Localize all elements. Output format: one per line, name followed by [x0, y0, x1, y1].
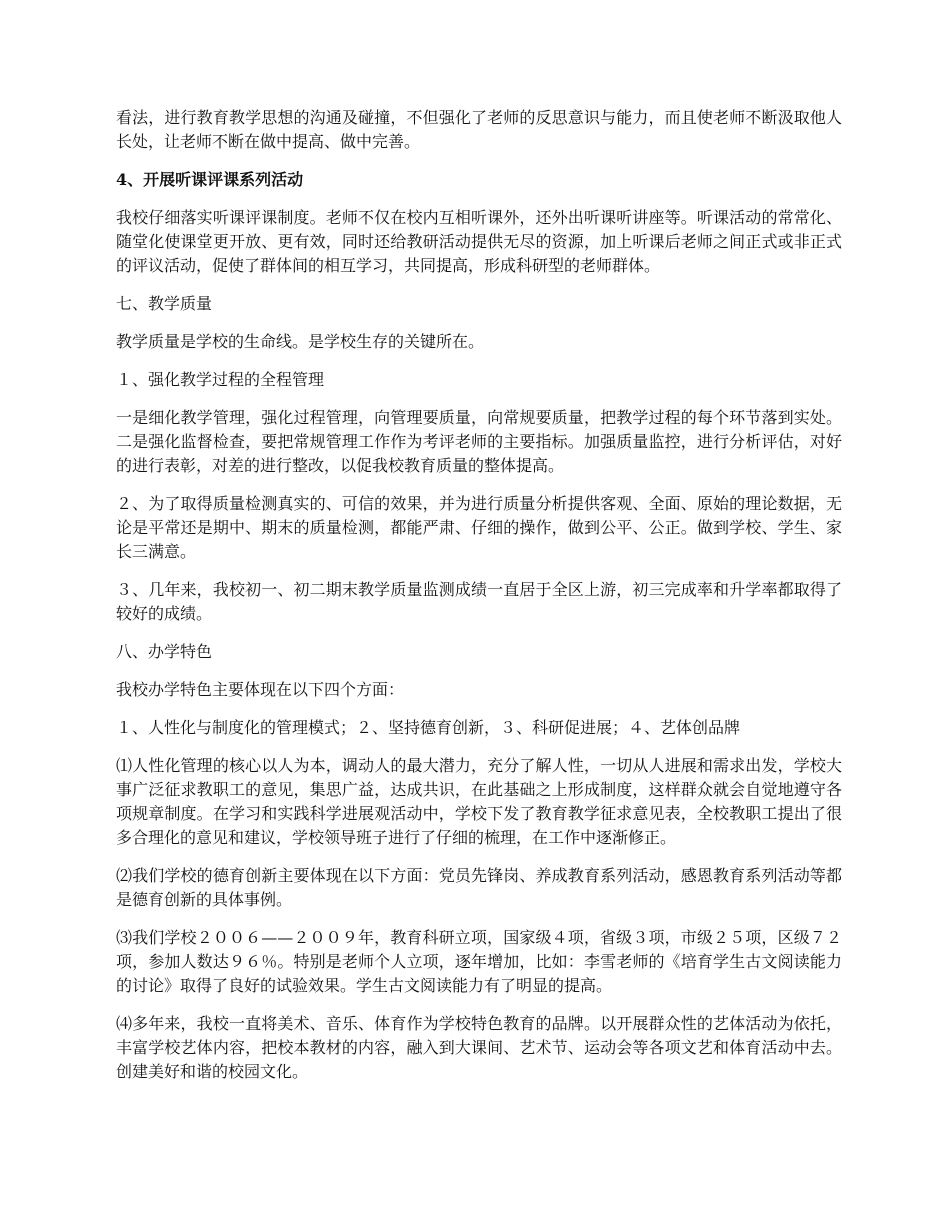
heading-lesson-observation: 4、开展听课评课系列活动: [116, 170, 304, 189]
document-page: [116, 106, 842, 1098]
paragraph-exam-results: ３、几年来，我校初一、初二期末教学质量监测成绩一直居于全区上游，初三完成率和升学率都取得了较好的成绩。: [116, 580, 842, 623]
paragraph-features-intro: 我校办学特色主要体现在以下四个方面：: [116, 680, 405, 699]
paragraph-research-projects: ⑶我们学校２００６——２００９年，教育科研立项，国家级４项，省级３项，市级２５项，区级７２项，参加人数达９６％。特别是老师个人立项，逐年增加，比如：李雪老师的《培育学生古文阅读能力的讨论》取得了良好的试验效果。学生古文阅读能力有了明显的提高。: [116, 928, 842, 995]
paragraph-arts-sports: ⑷多年来，我校一直将美术、音乐、体育作为学校特色教育的品牌。以开展群众性的艺体活动为依托，丰富学校艺体内容，把校本教材的内容，融入到大课间、艺术节、运动会等各项文艺和体育活动中去。创建美好和谐的校园文化。: [116, 1014, 842, 1081]
paragraph-quality-testing: ２、为了取得质量检测真实的、可信的效果，并为进行质量分析提供客观、全面、原始的理论数据，无论是平常还是期中、期末的质量检测，都能严肃、仔细的操作，做到公平、公正。做到学校、学生、家长三满意。: [116, 494, 842, 561]
heading-school-features: 八、办学特色: [116, 642, 213, 661]
heading-process-management: １、强化教学过程的全程管理: [116, 370, 325, 389]
paragraph-moral-innovation: ⑵我们学校的德育创新主要体现在以下方面：党员先锋岗、养成教育系列活动，感恩教育系列活动等都是德育创新的具体事例。: [116, 866, 842, 909]
paragraph-quality-lifeline: 教学质量是学校的生命线。是学校生存的关键所在。: [116, 332, 485, 351]
paragraph-teaching-exchange: 看法，进行教育教学思想的沟通及碰撞，不但强化了老师的反思意识与能力，而且使老师不断汲取他人长处，让老师不断在做中提高、做中完善。: [116, 108, 842, 151]
paragraph-process-management: 一是细化教学管理，强化过程管理，向管理要质量，向常规要质量，把教学过程的每个环节落到实处。二是强化监督检查，要把常规管理工作作为考评老师的主要指标。加强质量监控，进行分析评估，对好的进行表彰，对差的进行整改，以促我校教育质量的整体提高。: [116, 408, 842, 475]
heading-teaching-quality: 七、教学质量: [116, 294, 213, 313]
paragraph-lesson-observation: 我校仔细落实听课评课制度。老师不仅在校内互相听课外，还外出听课听讲座等。听课活动的常常化、随堂化使课堂更开放、更有效，同时还给教研活动提供无尽的资源，加上听课后老师之间正式或非正式的评议活动，促使了群体间的相互学习，共同提高，形成科研型的老师群体。: [116, 208, 842, 275]
paragraph-humanized-management: ⑴人性化管理的核心以人为本，调动人的最大潜力，充分了解人性，一切从人进展和需求出发，学校大事广泛征求教职工的意见，集思广益，达成共识，在此基础之上形成制度，这样群众就会自觉地遵守各项规章制度。在学习和实践科学进展观活动中，学校下发了教育教学征求意见表，全校教职工提出了很多合理化的意见和建议，学校领导班子进行了仔细的梳理，在工作中逐渐修正。: [116, 756, 842, 847]
paragraph-features-list: １、人性化与制度化的管理模式；２、坚持德育创新，３、科研促进展；４、艺体创品牌: [116, 718, 741, 737]
